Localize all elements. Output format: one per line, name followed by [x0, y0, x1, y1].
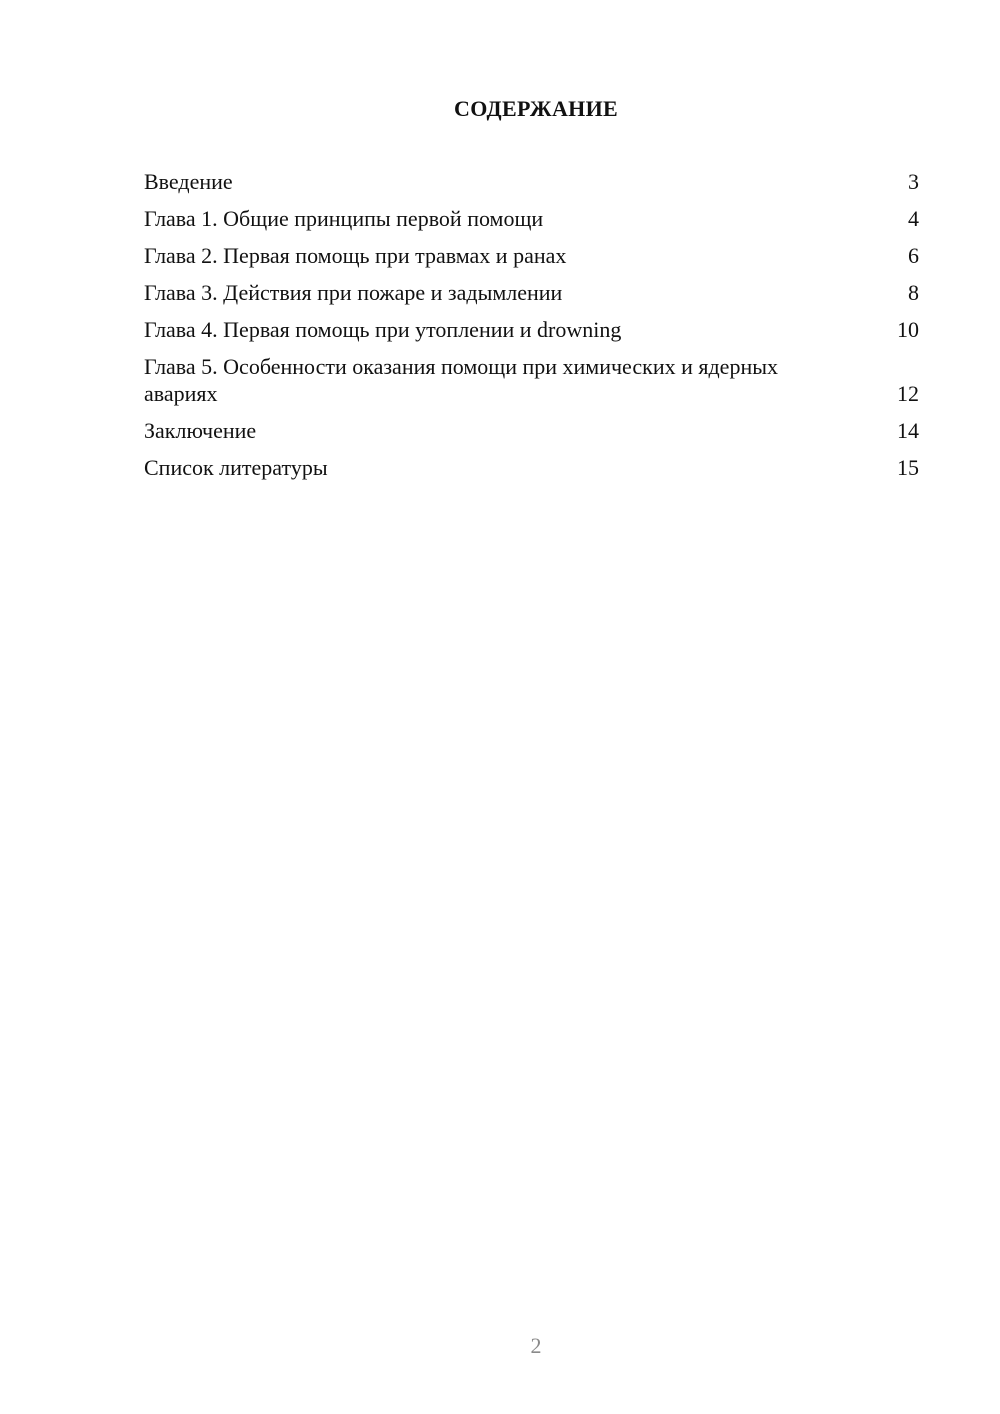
page-title: СОДЕРЖАНИЕ	[454, 96, 618, 121]
toc-entry-page: 6	[908, 243, 919, 268]
toc-entry-page: 14	[897, 418, 919, 443]
toc-entry-label: Заключение	[144, 418, 257, 443]
page-number: 2	[530, 1333, 542, 1358]
toc-entry-label: Введение	[144, 169, 233, 194]
toc-entry	[144, 168, 919, 195]
toc-entry-page: 10	[897, 317, 919, 342]
toc-entry-label: Глава 5. Особенности оказания помощи при химических и ядерных авариях	[144, 354, 778, 406]
toc-entry	[144, 417, 919, 444]
toc-entry	[144, 279, 919, 306]
toc-entry-page: 12	[897, 381, 919, 406]
toc-entry-label: Глава 3. Действия при пожаре и задымлении	[144, 280, 563, 305]
toc-entry-label: Глава 1. Общие принципы первой помощи	[144, 206, 544, 231]
toc-entry	[144, 242, 919, 269]
toc-entry	[144, 205, 919, 232]
toc-entry-label: Список литературы	[144, 455, 328, 480]
toc-entry-page: 8	[908, 280, 919, 305]
toc-entry-page: 3	[908, 169, 919, 194]
toc-entry-label: Глава 2. Первая помощь при травмах и ранах	[144, 243, 567, 268]
toc-entry	[144, 353, 919, 407]
toc-entry-label: Глава 4. Первая помощь при утоплении и drowning	[144, 317, 622, 342]
toc-entry-page: 4	[908, 206, 919, 231]
toc-entry-page: 15	[897, 455, 919, 480]
toc-entry	[144, 316, 919, 343]
table-of-contents	[144, 168, 919, 491]
toc-entry	[144, 454, 919, 481]
